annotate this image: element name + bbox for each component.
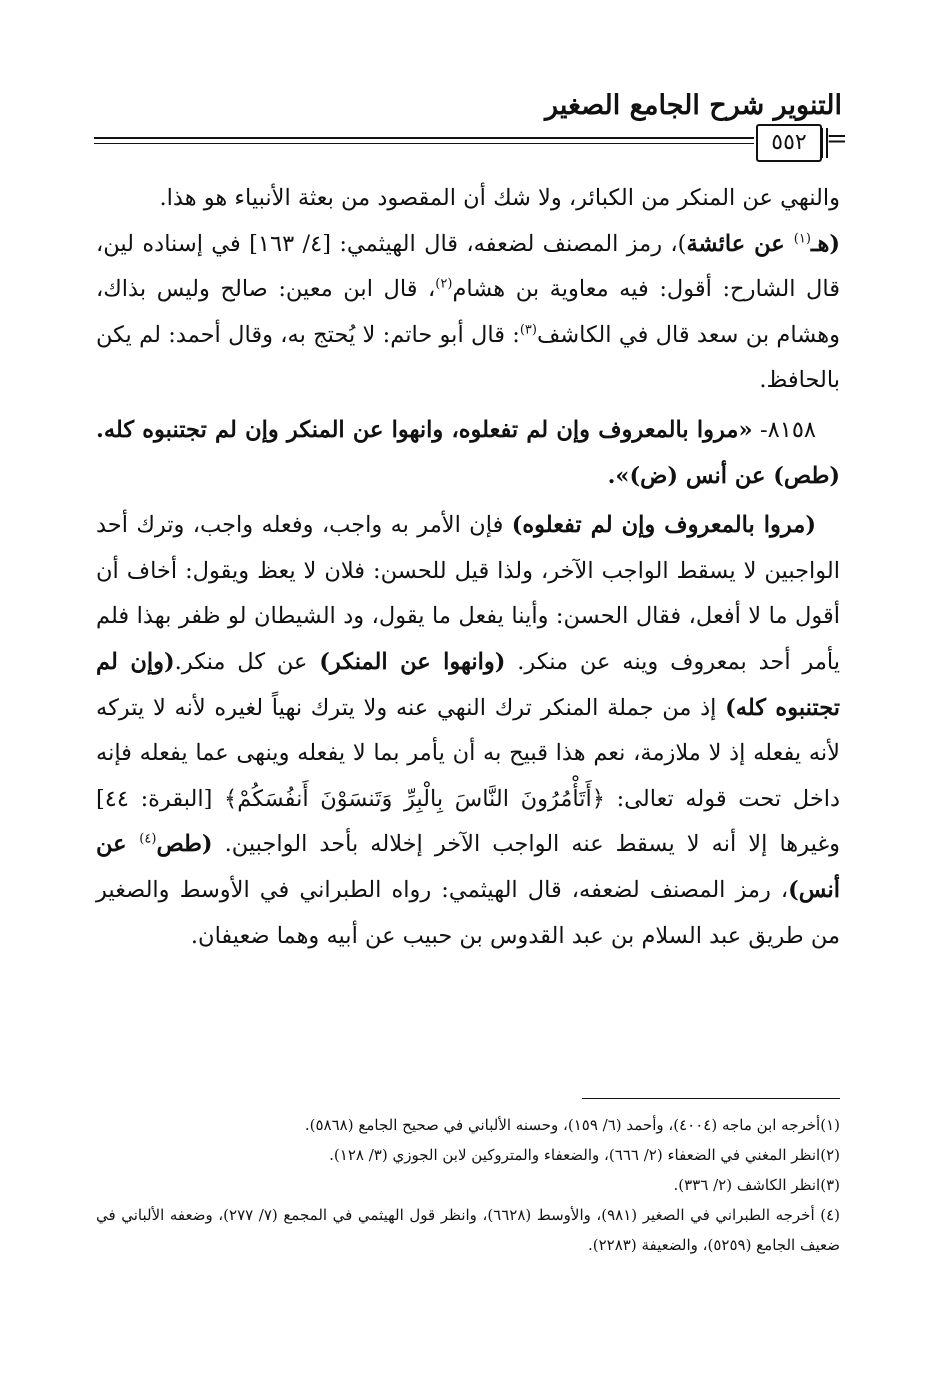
- source-code: (هـ: [810, 230, 840, 257]
- narrator: عن عائشة: [686, 230, 794, 257]
- text-run: والنهي عن المنكر من الكبائر، ولا شك أن المقصود من بعثة الأنبياء هو هذا.: [159, 185, 840, 211]
- running-header-title: التنوير شرح الجامع الصغير: [545, 90, 842, 121]
- paragraph-2: [96, 222, 840, 404]
- text-run: : قال أبو حاتم: لا يُحتج به، وقال أحمد: لم يكن بالحافظ.: [96, 321, 840, 394]
- header-rule: [94, 137, 754, 139]
- quoted-phrase: (وإن لم تجتنبوه كله): [96, 648, 840, 721]
- text-run: عن كل منكر.: [174, 648, 320, 675]
- narrator: عن أنس): [96, 831, 840, 903]
- text-run: فإن الأمر به واجب، وفعله واجب، وترك أحد الواجبين لا يسقط الواجب الآخر، ولذا قيل للحسن: فلان لا يعظ ويقول: أخاف أن أقول ما لا أفعل، فقال الحسن: وأينا يفعل ما يقول، ود الشيطان لو ظفر بهذا فلم يأمر أحد بمعروف وينه عن منكر.: [96, 512, 840, 675]
- footnote-ref-1[interactable]: (١): [793, 231, 811, 247]
- text-run: ، رمز المصنف لضعفه، قال الهيثمي: رواه الطبراني في الأوسط والصغير من طريق عبد السلام بن عبد القدوس بن حبيب عن أبيه وهما ضعيفان.: [96, 876, 840, 949]
- quran-verse: ﴿أَتَأْمُرُونَ النَّاسَ بِالْبِرِّ وَتَنسَوْنَ أَنفُسَكُمْ﴾: [224, 785, 605, 812]
- hadith-paragraph: [96, 408, 840, 499]
- hadith-text: «مروا بالمعروف وإن لم تفعلوه، وانهوا عن المنكر وإن لم تجتنبوه كله. (طص) عن أنس (ض)».: [96, 416, 840, 489]
- quoted-phrase: (مروا بالمعروف وإن لم تفعلوه): [511, 512, 816, 539]
- footnote-ref-3[interactable]: (٣): [519, 322, 537, 338]
- footnotes: [96, 1110, 840, 1260]
- text-run: ، قال ابن معين: صالح وليس بذاك، وهشام بن سعد قال في الكاشف: [96, 276, 840, 348]
- footnote-1: (١)أخرجه ابن ماجه (٤٠٠٤)، وأحمد (٦/ ١٥٩)، وحسنه الألباني في صحيح الجامع (٥٨٦٨).: [304, 1116, 840, 1134]
- source-code: (طص: [156, 831, 213, 858]
- header-rule-thin: [94, 143, 754, 144]
- hadith-number: ٨١٥٨-: [752, 416, 816, 443]
- footnote-2: (٢)انظر المغني في الضعفاء (٢/ ٦٦٦)، والضعفاء والمتروكين لابن الجوزي (٣/ ١٢٨).: [329, 1146, 840, 1164]
- paragraph-1: [96, 176, 840, 222]
- commentary-paragraph: [96, 503, 840, 959]
- footnote-ref-4[interactable]: (٤): [139, 831, 157, 847]
- footnote-4: (٤) أخرجه الطبراني في الصغير (٩٨١)، والأوسط (٦٦٢٨)، وانظر قول الهيثمي في المجمع (٧/ ٢٧٧)، وضعفه الألباني في ضعيف الجامع (٥٢٥٩)، والضعيفة (٢٢٨٣).: [96, 1206, 840, 1254]
- quoted-phrase: (وانهوا عن المنكر): [319, 648, 506, 675]
- text-run: إذ من جملة المنكر ترك النهي عنه ولا يترك نهياً لغيره لأنه لا يتركه لأنه يفعله إذ لا ملازمة، نعم هذا قبيح به أن يأمر بما لا يفعله وينهى عما يفعله فإنه داخل تحت قوله تعالى:: [96, 694, 840, 812]
- footnote-3: (٣)انظر الكاشف (٢/ ٣٣٦).: [673, 1176, 840, 1194]
- footnote-ref-2[interactable]: (٢): [435, 276, 453, 292]
- page-number: ٥٥٢: [756, 124, 822, 162]
- header-ornament: =: [826, 124, 848, 154]
- main-text: [96, 176, 840, 959]
- footnote-separator: [582, 1098, 840, 1099]
- text-run: [البقرة: ٤٤] وغيرها إلا أنه لا يسقط عنه الواجب الآخر إخلاله بأحد الواجبين.: [96, 785, 840, 858]
- text-run: )، رمز المصنف لضعفه، قال الهيثمي: [٤/ ١٦٣] في إسناده لين، قال الشارح: أقول: فيه معاوية بن هشام: [96, 230, 840, 303]
